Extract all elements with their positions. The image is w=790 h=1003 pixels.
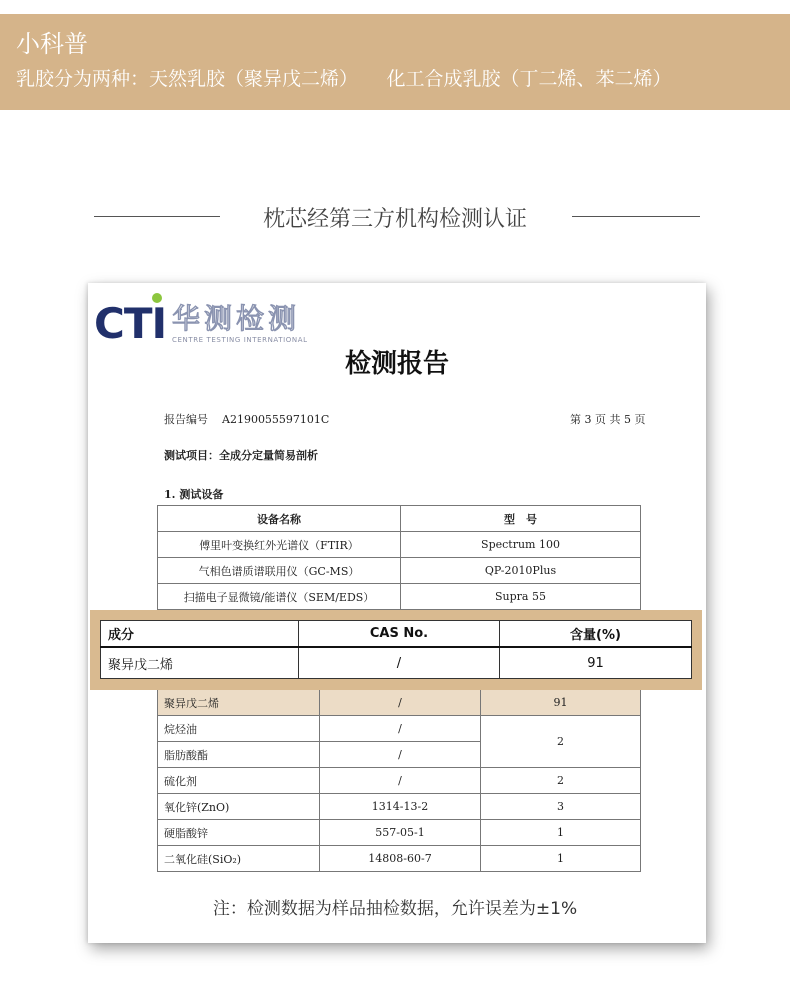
equipment-model: QP-2010Plus	[401, 558, 641, 584]
components-table	[157, 689, 641, 872]
table-row	[158, 690, 641, 716]
highlight-header-component: 成分	[101, 621, 299, 648]
equipment-name: 扫描电子显微镜/能谱仪（SEM/EDS）	[158, 584, 401, 610]
test-item: 测试项目：全成分定量简易剖析	[164, 449, 318, 462]
section-equipment-title: 1. 测试设备	[164, 488, 224, 501]
table-row	[158, 716, 641, 742]
component-content: 2	[481, 768, 641, 794]
component-name: 脂肪酸酯	[158, 742, 320, 768]
report-page: 第 3 页 共 5 页	[570, 413, 646, 426]
table-row	[101, 621, 692, 648]
banner-subtitle: 乳胶分为两种：天然乳胶（聚异戊二烯） 化工合成乳胶（丁二烯、苯二烯）	[16, 68, 672, 90]
highlight-header-content: 含量(%)	[500, 621, 692, 648]
equipment-model: Spectrum 100	[401, 532, 641, 558]
highlight-content: 91	[500, 647, 692, 679]
section-title: 枕芯经第三方机构检测认证	[262, 207, 527, 232]
table-row	[158, 558, 641, 584]
report-number	[164, 411, 329, 427]
component-name: 硬脂酸锌	[158, 820, 320, 846]
table-row	[158, 768, 641, 794]
component-cas: /	[320, 690, 481, 716]
component-name: 聚异戊二烯	[158, 690, 320, 716]
banner-title: 小科普	[16, 30, 88, 58]
equipment-table	[157, 505, 641, 610]
highlight-cas: /	[299, 647, 500, 679]
report-title: 检测报告	[344, 349, 449, 379]
logo-chinese: 华测检测	[172, 302, 301, 335]
component-content: 3	[481, 794, 641, 820]
component-content: 91	[481, 690, 641, 716]
table-row	[101, 647, 692, 679]
component-cas: /	[320, 742, 481, 768]
highlight-component: 聚异戊二烯	[101, 647, 299, 679]
component-name: 二氧化硅(SiO₂)	[158, 846, 320, 872]
component-name: 烷烃油	[158, 716, 320, 742]
component-cas: /	[320, 768, 481, 794]
equipment-name: 气相色谱质谱联用仪（GC-MS）	[158, 558, 401, 584]
logo-abbr: CTI	[94, 299, 167, 348]
highlight-table	[100, 620, 692, 679]
table-row	[158, 820, 641, 846]
table-row	[158, 584, 641, 610]
report-number-label: 报告编号	[164, 413, 208, 426]
highlight-header-cas: CAS No.	[299, 621, 500, 648]
banner	[0, 14, 790, 110]
footnote: 注：检测数据为样品抽检数据，允许误差为±1%	[212, 899, 578, 919]
equipment-name: 傅里叶变换红外光谱仪（FTIR）	[158, 532, 401, 558]
table-row	[158, 794, 641, 820]
divider-right	[572, 216, 700, 217]
equipment-header-name: 设备名称	[158, 506, 401, 532]
table-row	[158, 846, 641, 872]
component-cas: 14808-60-7	[320, 846, 481, 872]
component-content: 1	[481, 846, 641, 872]
component-name: 硫化剂	[158, 768, 320, 794]
equipment-header-model: 型 号	[401, 506, 641, 532]
component-cas: 557-05-1	[320, 820, 481, 846]
report-number-value: A2190055597101C	[222, 413, 330, 426]
component-cas: /	[320, 716, 481, 742]
equipment-model: Supra 55	[401, 584, 641, 610]
logo-english: CENTRE TESTING INTERNATIONAL	[172, 336, 308, 344]
table-row	[158, 532, 641, 558]
table-row	[158, 506, 641, 532]
component-name: 氧化锌(ZnO)	[158, 794, 320, 820]
component-content: 1	[481, 820, 641, 846]
component-content: 2	[481, 716, 641, 768]
component-cas: 1314-13-2	[320, 794, 481, 820]
